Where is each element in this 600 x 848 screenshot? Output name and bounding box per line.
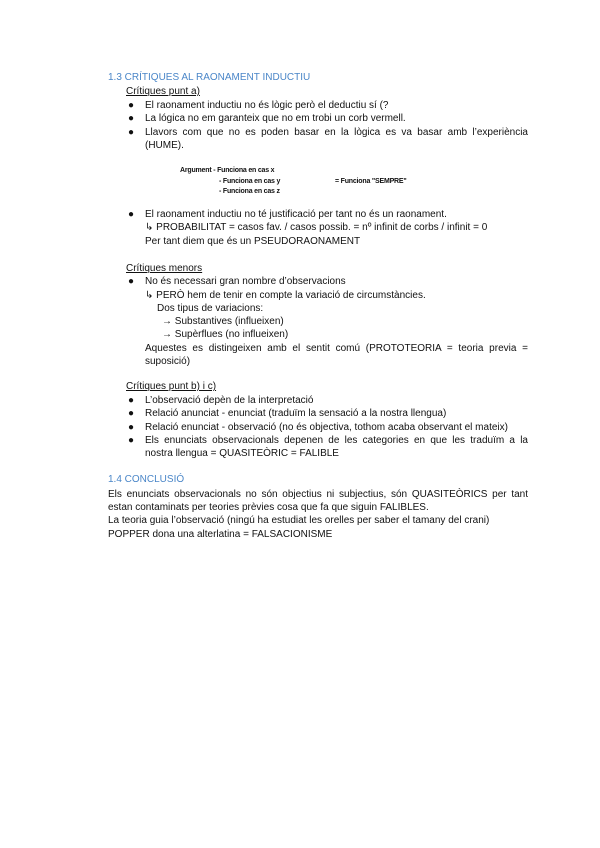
diagram-left-1: Argument - Funciona en cas x xyxy=(180,167,275,174)
conclusion-paragraph-2: La teoria guia l’observació (ningú ha estudiat les orelles per saber el tamany del crani) xyxy=(108,515,490,526)
bullet: ● xyxy=(127,276,135,287)
bullet: ● xyxy=(127,113,135,124)
critiques-menors-heading: Crítiques menors xyxy=(126,263,203,274)
bullet: ● xyxy=(127,408,135,419)
conclusion-paragraph-1: Els enunciats observacionals no són objectius ni subjectius, són QUASITEÒRICS per tant estan contaminats per teories prèvies cosa que fa que siguin FALIBLES. xyxy=(108,489,528,513)
probability-line: ↳ PROBABILITAT = casos fav. / casos possib. = nº infinit de corbs / infinit = 0 xyxy=(145,222,488,233)
bc-item-1: L’observació depèn de la interpretació xyxy=(145,395,314,406)
menors-sub-1: ↳ PERÒ hem de tenir en compte la variació de circumstàncies. xyxy=(145,290,426,301)
diagram-right: = Funciona "SEMPRE" xyxy=(335,178,407,185)
bullet: ● xyxy=(127,127,135,138)
pseudo-line: Per tant diem que és un PSEUDORAONAMENT xyxy=(145,236,361,247)
menors-sub-3: → Substantives (influeixen) xyxy=(162,316,284,327)
section-1-4-title: 1.4 CONCLUSIÓ xyxy=(108,474,185,485)
critique-a-item-4: El raonament inductiu no té justificació per tant no és un raonament. xyxy=(145,209,447,220)
diagram-left-3: - Funciona en cas z xyxy=(219,188,280,195)
menors-item-1: No és necessari gran nombre d’observacions xyxy=(145,276,346,287)
bullet: ● xyxy=(127,209,135,220)
diagram-left-2: - Funciona en cas y xyxy=(219,178,281,185)
critique-a-item-3: Llavors com que no es poden basar en la lògica es va basar amb l’experiència (HUME). xyxy=(145,127,528,151)
menors-sub-2: Dos tipus de variacions: xyxy=(157,303,264,314)
bullet: ● xyxy=(127,395,135,406)
critique-a-item-1: El raonament inductiu no és lògic però el deductiu sí (? xyxy=(145,100,389,111)
menors-sub-4: → Supèrflues (no influeixen) xyxy=(162,329,289,340)
bullet: ● xyxy=(127,422,135,433)
bullet: ● xyxy=(127,100,135,111)
bc-item-3: Relació enunciat - observació (no és objectiva, tothom acaba observant el mateix) xyxy=(145,422,508,433)
critiques-bc-heading: Crítiques punt b) i c) xyxy=(126,381,217,392)
bc-item-4: Els enunciats observacionals depenen de les categories en que les traduïm a la nostra llengua = QUASITEÒRIC = FALIBLE xyxy=(145,435,528,459)
critique-a-item-2: La lógica no em garanteix que no em trobi un corb vermell. xyxy=(145,113,406,124)
menors-sub-5: Aquestes es distingeixen amb el sentit comú (PROTOTEORIA = teoria previa = suposició) xyxy=(145,343,528,367)
bullet: ● xyxy=(127,435,135,446)
bc-item-2: Relació anunciat - enunciat (traduïm la sensació a la nostra llengua) xyxy=(145,408,447,419)
critiques-a-heading: Crítiques punt a) xyxy=(126,86,200,97)
conclusion-paragraph-3: POPPER dona una alterlatina = FALSACIONISME xyxy=(108,529,333,540)
section-1-3-title: 1.3 CRÍTIQUES AL RAONAMENT INDUCTIU xyxy=(108,72,311,83)
